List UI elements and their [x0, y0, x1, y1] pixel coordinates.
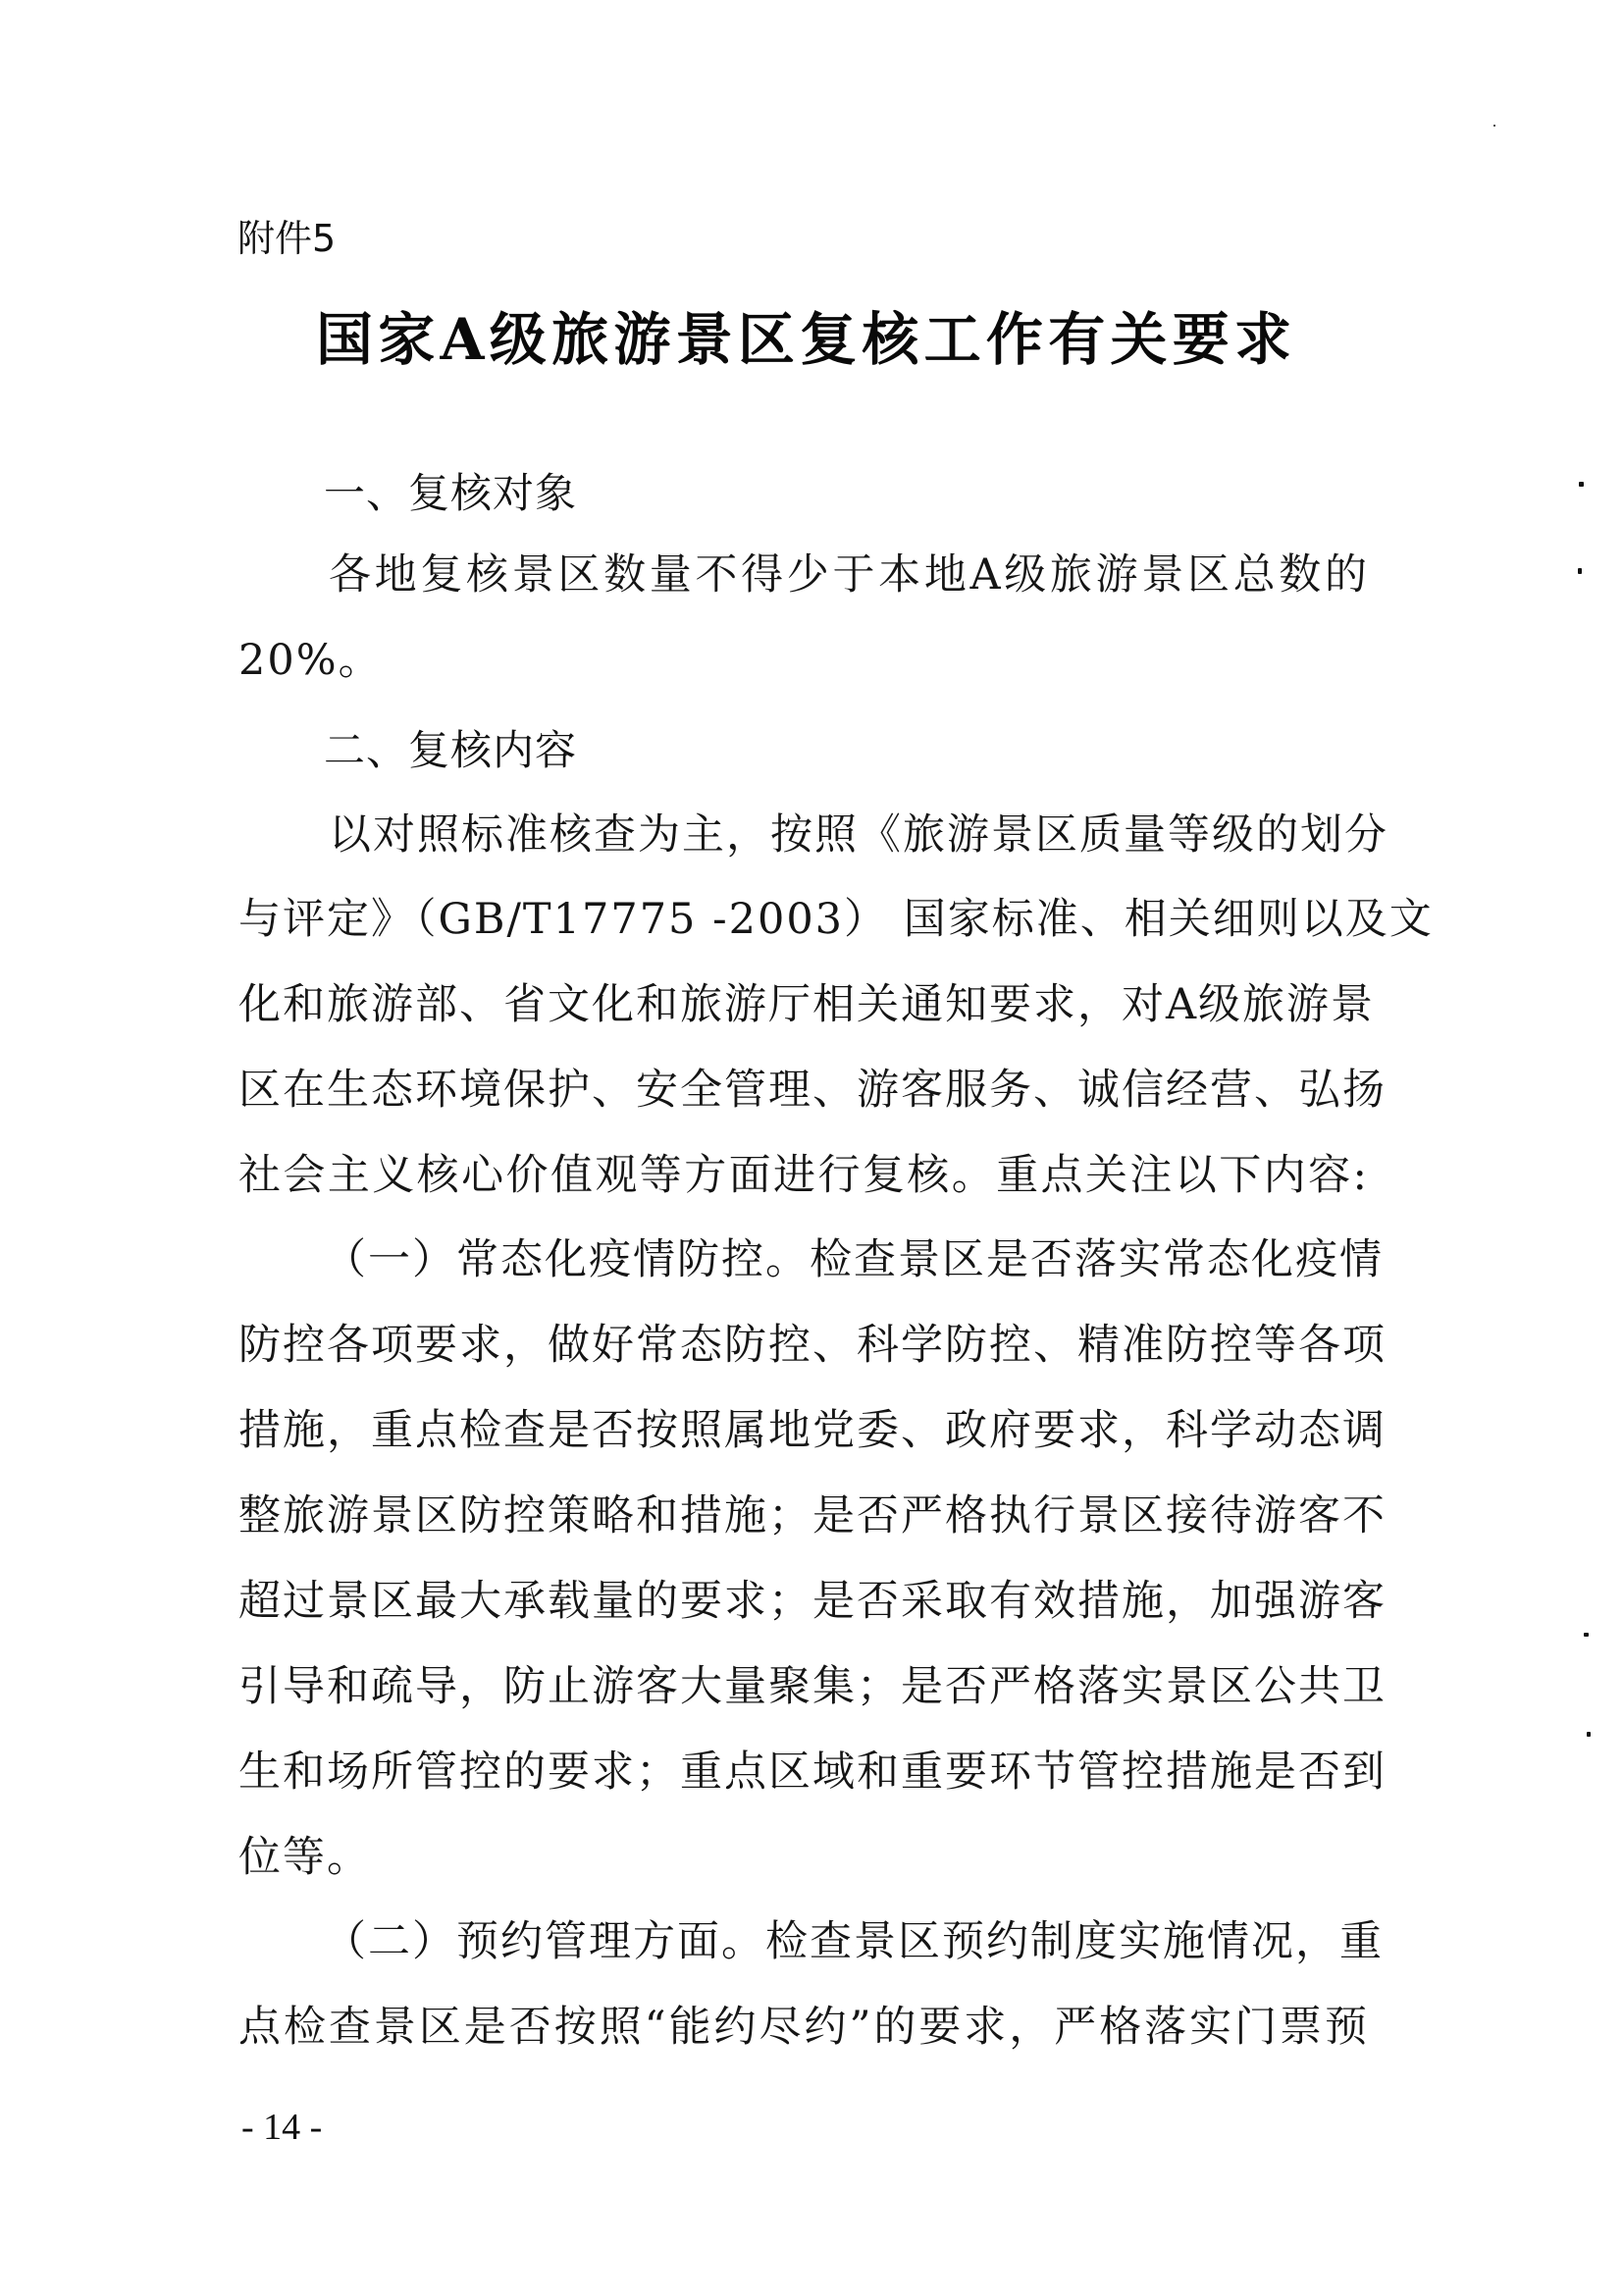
paragraph-line: 区在生态环境保护、安全管理、游客服务、诚信经营、弘扬 [238, 1066, 1387, 1115]
subsection-line-epidemic-control: （一）常态化疫情防控。检查景区是否落实常态化疫情 [324, 1235, 1384, 1284]
paragraph-line: 20%。 [238, 636, 383, 685]
section-heading-review-content: 二、复核内容 [324, 726, 578, 774]
paragraph-line: 化和旅游部、省文化和旅游厅相关通知要求，对A级旅游景 [238, 980, 1376, 1029]
scan-speck [1578, 568, 1582, 574]
paragraph-line: 引导和疏导，防止游客大量聚集；是否严格落实景区公共卫 [238, 1662, 1387, 1711]
scan-speck [1493, 125, 1495, 127]
paragraph-line: 社会主义核心价值观等方面进行复核。重点关注以下内容: [238, 1151, 1369, 1200]
paragraph-line: 防控各项要求，做好常态防控、科学防控、精准防控等各项 [238, 1321, 1387, 1370]
page-number: - 14 - [241, 2107, 323, 2148]
attachment-label: 附件5 [237, 217, 337, 260]
subsection-line-reservation-management: （二）预约管理方面。检查景区预约制度实施情况，重 [324, 1917, 1384, 1966]
paragraph-line: 以对照标准核查为主，按照《旅游景区质量等级的划分 [329, 810, 1388, 860]
paragraph-line: 与评定》（GB/T17775 -2003） 国家标准、相关细则以及文 [238, 895, 1434, 944]
paragraph-line: 点检查景区是否按照“能约尽约”的要求，严格落实门票预 [238, 2003, 1369, 2052]
paragraph-line: 措施，重点检查是否按照属地党委、政府要求，科学动态调 [238, 1406, 1387, 1455]
section-heading-review-target: 一、复核对象 [324, 469, 578, 517]
paragraph-line: 生和场所管控的要求；重点区域和重要环节管控措施是否到 [238, 1748, 1387, 1797]
scan-speck [1579, 482, 1584, 487]
paragraph-line: 整旅游景区防控策略和措施；是否严格执行景区接待游客不 [238, 1491, 1387, 1540]
scan-speck [1587, 1732, 1591, 1737]
scan-speck [1584, 1633, 1589, 1637]
paragraph-line: 超过景区最大承载量的要求；是否采取有效措施，加强游客 [238, 1577, 1387, 1626]
paragraph-line: 各地复核景区数量不得少于本地A级旅游景区总数的 [329, 550, 1369, 600]
document-title: 国家A级旅游景区复核工作有关要求 [316, 306, 1291, 373]
paragraph-line: 位等。 [238, 1833, 371, 1882]
